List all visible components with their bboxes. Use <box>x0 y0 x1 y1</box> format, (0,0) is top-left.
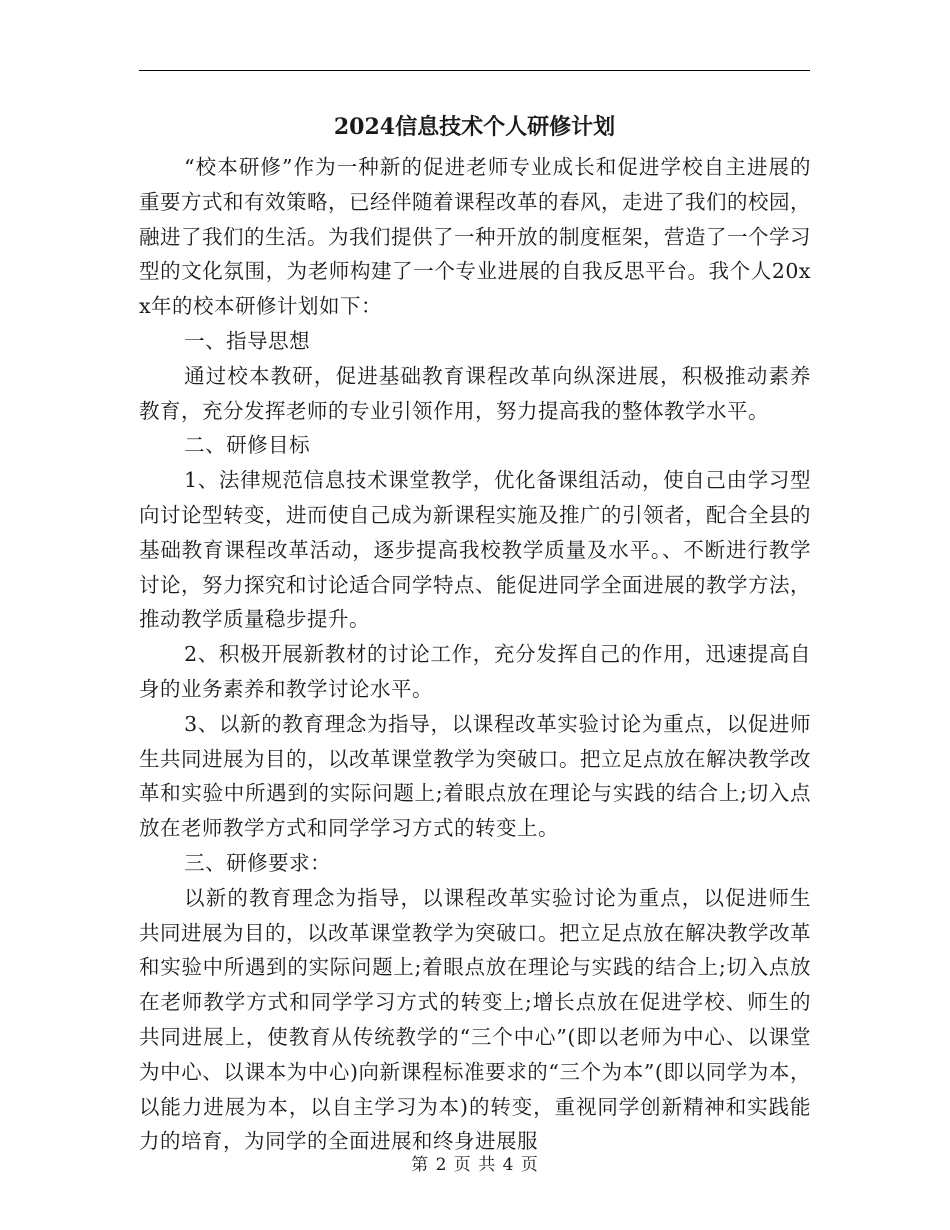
heading-training-goals: 二、研修目标 <box>184 433 311 458</box>
paragraph-goal-1: 1、法律规范信息技术课堂教学，优化备课组活动，使自己由学习型向讨论型转变，进而使自己成为新课程实施及推广的引领者，配合全县的基础教育课程改革活动，逐步提高我校教学质量及水平。、不断进行教学讨论，努力探究和讨论适合同学特点、能促进同学全面进展的教学方法，推动教学质量稳步提升。 <box>139 468 811 632</box>
document-title: 2024信息技术个人研修计划 <box>333 114 616 140</box>
paragraph-guiding-ideology: 通过校本教研，促进基础教育课程改革向纵深进展，积极推动素养教育，充分发挥老师的专业引领作用，努力提高我的整体教学水平。 <box>139 363 811 423</box>
heading-training-requirements: 三、研修要求： <box>184 850 332 875</box>
paragraph-intro: “校本研修”作为一种新的促进老师专业成长和促进学校自主进展的重要方式和有效策略，已经伴随着课程改革的春风，走进了我们的校园，融进了我们的生活。为我们提供了一种开放的制度框架，营造了一个学习型的文化氛围，为老师构建了一个专业进展的自我反思平台。我个人20xx年的校本研修计划如下： <box>139 155 811 319</box>
paragraph-requirements: 以新的教育理念为指导，以课程改革实验讨论为重点，以促进师生共同进展为目的，以改革课堂教学为突破口。把立足点放在解决教学改革和实验中所遇到的实际问题上;着眼点放在理论与实践的结合上;切入点放在老师教学方式和同学学习方式的转变上;增长点放在促进学校、师生的共同进展上，使教育从传统教学的“三个中心”(即以老师为中心、以课堂为中心、以课本为中心)向新课程标准要求的“三个为本”(即以同学为本，以能力进展为本，以自主学习为本)的转变，重视同学创新精神和实践能力的培育，为同学的全面进展和终身进展服 <box>139 885 811 1154</box>
page-number: 第 2 页 共 4 页 <box>411 1155 539 1175</box>
paragraph-goal-3: 3、以新的教育理念为指导，以课程改革实验讨论为重点，以促进师生共同进展为目的，以改革课堂教学为突破口。把立足点放在解决教学改革和实验中所遇到的实际问题上;着眼点放在理论与实践的结合上;切入点放在老师教学方式和同学学习方式的转变上。 <box>139 711 811 841</box>
heading-guiding-ideology: 一、指导思想 <box>184 328 311 353</box>
header-rule <box>139 70 810 71</box>
document-body <box>139 150 811 1159</box>
paragraph-goal-2: 2、积极开展新教材的讨论工作，充分发挥自己的作用，迅速提高自身的业务素养和教学讨论水平。 <box>139 642 811 701</box>
